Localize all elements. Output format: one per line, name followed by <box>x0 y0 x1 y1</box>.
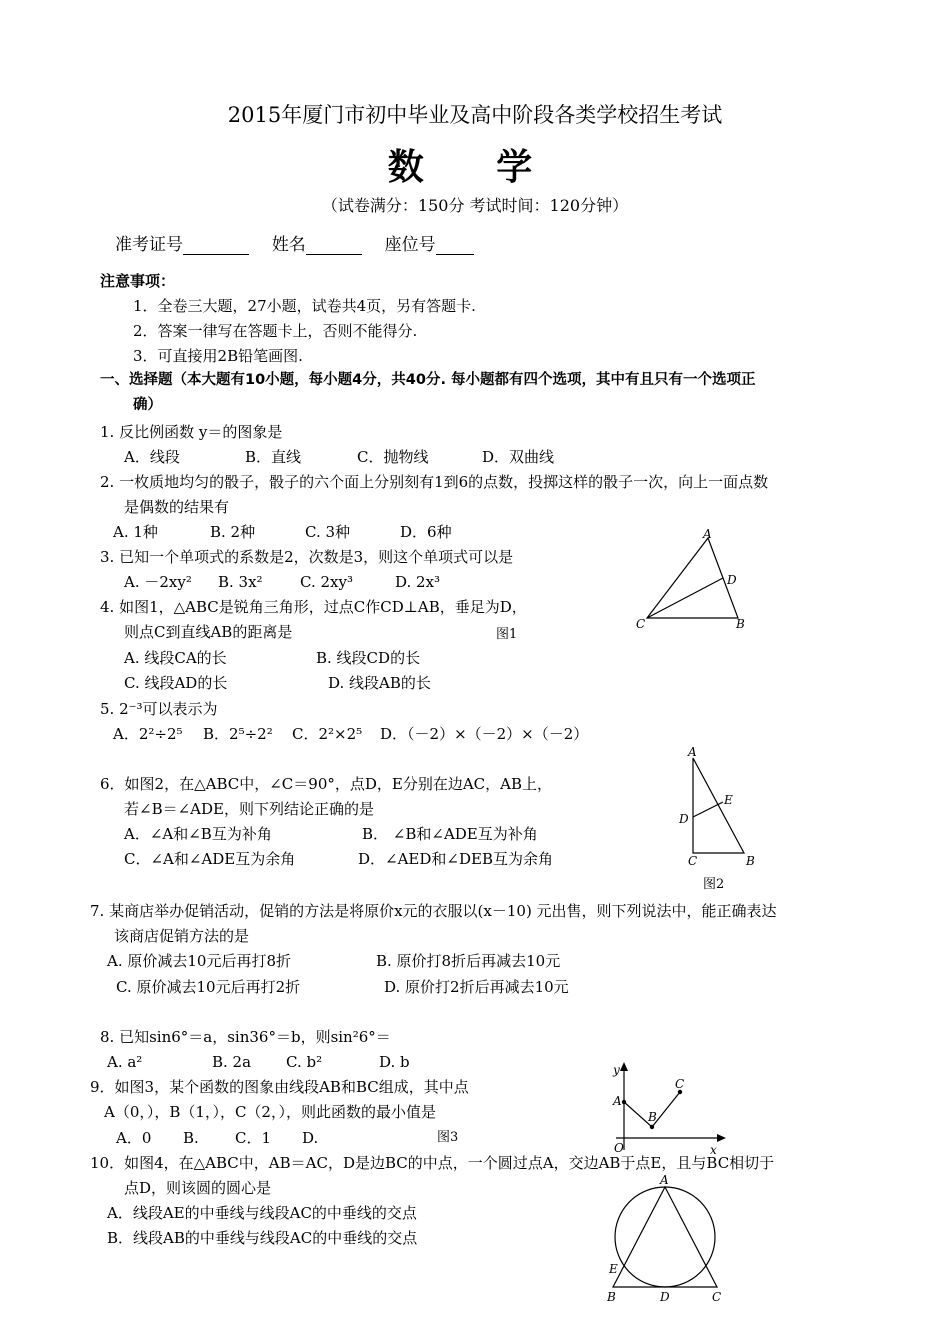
fig4-label-a: A <box>660 1173 669 1187</box>
q4-stem-cont: 则点C到直线AB的距离是 <box>124 623 293 641</box>
q1-option-a: A．线段 <box>124 448 180 466</box>
q9-stem: 9．如图3，某个函数的图象由线段AB和BC组成，其中点 <box>90 1078 469 1096</box>
fig3-caption: 图3 <box>437 1130 459 1145</box>
exam-title: 2015年厦门市初中毕业及高中阶段各类学校招生考试 <box>227 103 723 127</box>
q9-option-d: D. <box>302 1129 319 1147</box>
subject-title: 数 学 <box>387 147 563 188</box>
q4-stem: 4. 如图1，△ABC是锐角三角形，过点C作CD⊥AB，垂足为D， <box>100 598 527 616</box>
q1-option-b: B．直线 <box>245 448 302 466</box>
fig3-label-c: C <box>675 1077 685 1091</box>
q8-option-c: C. b² <box>286 1053 323 1071</box>
fig4-label-b: B <box>607 1290 616 1304</box>
exam-info: （试卷满分：150分 考试时间：120分钟） <box>321 196 629 215</box>
q8-stem: 8. 已知sin6°＝a，sin36°＝b，则sin²6°＝ <box>100 1028 391 1046</box>
q7-option-b: B. 原价打8折后再减去10元 <box>376 952 561 970</box>
fig3-label-o: O <box>614 1141 624 1155</box>
field-exam-number: 准考证号 <box>115 235 183 255</box>
fig2-label-b: B <box>746 854 755 868</box>
q5-option-c: C．2²×2⁵ <box>292 725 363 743</box>
q3-stem: 3. 已知一个单项式的系数是2，次数是3，则这个单项式可以是 <box>100 548 514 566</box>
fig1-label-b: B <box>736 617 745 631</box>
q3-option-c: C. 2xy³ <box>300 573 353 591</box>
figure-1 <box>630 528 750 648</box>
note-item: 2．答案一律写在答题卡上，否则不能得分. <box>133 322 418 340</box>
note-item: 1．全卷三大题，27小题，试卷共4页，另有答题卡. <box>133 297 476 315</box>
q8-option-b: B. 2a <box>212 1053 252 1071</box>
q2-option-b: B. 2种 <box>210 523 256 541</box>
q7-option-d: D. 原价打2折后再减去10元 <box>384 978 569 996</box>
fig3-label-x: x <box>710 1143 717 1157</box>
fig2-caption: 图2 <box>703 877 725 892</box>
note-item: 3．可直接用2B铅笔画图. <box>133 347 303 365</box>
fig1-label-c: C <box>636 617 646 631</box>
q4-option-a: A. 线段CA的长 <box>124 649 227 667</box>
figure-3 <box>606 1058 730 1158</box>
q10-option-b: B．线段AB的中垂线与线段AC的中垂线的交点 <box>107 1229 418 1247</box>
q9-option-c: C．1 <box>235 1129 272 1147</box>
name-blank[interactable] <box>306 237 362 255</box>
fig2-label-c: C <box>688 854 698 868</box>
exam-number-blank[interactable] <box>183 237 249 255</box>
q7-option-c: C. 原价减去10元后再打2折 <box>116 978 301 996</box>
figure-4 <box>600 1170 732 1308</box>
fig2-label-e: E <box>724 793 733 807</box>
q2-stem: 2. 一枚质地均匀的骰子，骰子的六个面上分别刻有1到6的点数，投掷这样的骰子一次，向上一面点数 <box>100 473 769 491</box>
figure-2 <box>676 744 766 874</box>
q8-option-a: A. a² <box>107 1053 143 1071</box>
q9-option-a: A．0 <box>116 1129 152 1147</box>
q9-option-b: B. <box>183 1129 199 1147</box>
q7-stem-cont: 该商店促销方法的是 <box>114 927 250 945</box>
notes-heading: 注意事项： <box>100 272 176 290</box>
q8-option-d: D. b <box>379 1053 410 1071</box>
q6-option-c: C．∠A和∠ADE互为余角 <box>124 850 296 868</box>
q2-option-c: C. 3种 <box>305 523 351 541</box>
q1-stem: 1. 反比例函数 y＝的图象是 <box>100 423 283 441</box>
q3-option-b: B. 3x² <box>218 573 263 591</box>
q5-option-a: A．2²÷2⁵ <box>113 725 183 743</box>
q10-stem: 10．如图4，在△ABC中，AB＝AC，D是边BC的中点，一个圆过点A，交边AB于点E，且与BC相切于 <box>90 1154 775 1172</box>
q7-stem: 7. 某商店举办促销活动，促销的方法是将原价x元的衣服以(x－10) 元出售，则下列说法中，能正确表达 <box>90 902 777 920</box>
q4-option-b: B. 线段CD的长 <box>316 649 421 667</box>
q2-option-a: A. 1种 <box>113 523 158 541</box>
seat-blank[interactable] <box>436 237 474 255</box>
fig4-label-c: C <box>712 1290 722 1304</box>
q2-option-d: D．6种 <box>400 523 452 541</box>
q5-option-d: D．（－2）×（－2）×（－2） <box>380 725 589 743</box>
fig2-label-a: A <box>688 745 697 759</box>
q5-stem: 5. 2⁻³可以表示为 <box>100 700 218 718</box>
section1-heading: 一、选择题（本大题有10小题，每小题4分，共40分. 每小题都有四个选项，其中有且只有一个选项正 <box>100 372 756 388</box>
field-seat: 座位号 <box>384 235 436 255</box>
q1-option-d: D．双曲线 <box>482 448 555 466</box>
candidate-fields <box>115 235 474 255</box>
q6-option-b: B． ∠B和∠ADE互为补角 <box>362 825 538 843</box>
q10-stem-cont: 点D，则该圆的圆心是 <box>124 1179 272 1197</box>
q3-option-d: D. 2x³ <box>395 573 441 591</box>
field-name: 姓名 <box>271 235 306 255</box>
q6-option-a: A．∠A和∠B互为补角 <box>124 825 272 843</box>
q10-option-a: A．线段AE的中垂线与线段AC的中垂线的交点 <box>107 1204 417 1222</box>
section1-heading-cont: 确） <box>133 397 162 413</box>
fig4-label-d: D <box>660 1290 670 1304</box>
q5-option-b: B．2⁵÷2² <box>203 725 273 743</box>
fig4-label-e: E <box>609 1262 618 1276</box>
fig1-caption: 图1 <box>496 627 518 642</box>
q3-option-a: A. －2xy² <box>124 573 192 591</box>
q1-option-c: C．抛物线 <box>357 448 429 466</box>
fig1-label-d: D <box>727 573 737 587</box>
q6-stem-cont: 若∠B＝∠ADE，则下列结论正确的是 <box>124 800 374 818</box>
q4-option-d: D. 线段AB的长 <box>328 674 431 692</box>
fig3-label-a: A <box>613 1094 622 1108</box>
fig3-label-b: B <box>648 1110 657 1124</box>
fig2-label-d: D <box>679 812 689 826</box>
q4-option-c: C. 线段AD的长 <box>124 674 228 692</box>
q9-stem-cont: A（0，），B（1，），C（2，），则此函数的最小值是 <box>104 1103 436 1121</box>
q2-stem-cont: 是偶数的结果有 <box>124 498 230 516</box>
q6-option-d: D．∠AED和∠DEB互为余角 <box>358 850 553 868</box>
q6-stem: 6．如图2，在△ABC中，∠C＝90°，点D，E分别在边AC，AB上， <box>100 775 553 793</box>
fig1-label-a: A <box>703 528 712 541</box>
q7-option-a: A. 原价减去10元后再打8折 <box>107 952 291 970</box>
fig3-label-y: y <box>613 1063 620 1077</box>
